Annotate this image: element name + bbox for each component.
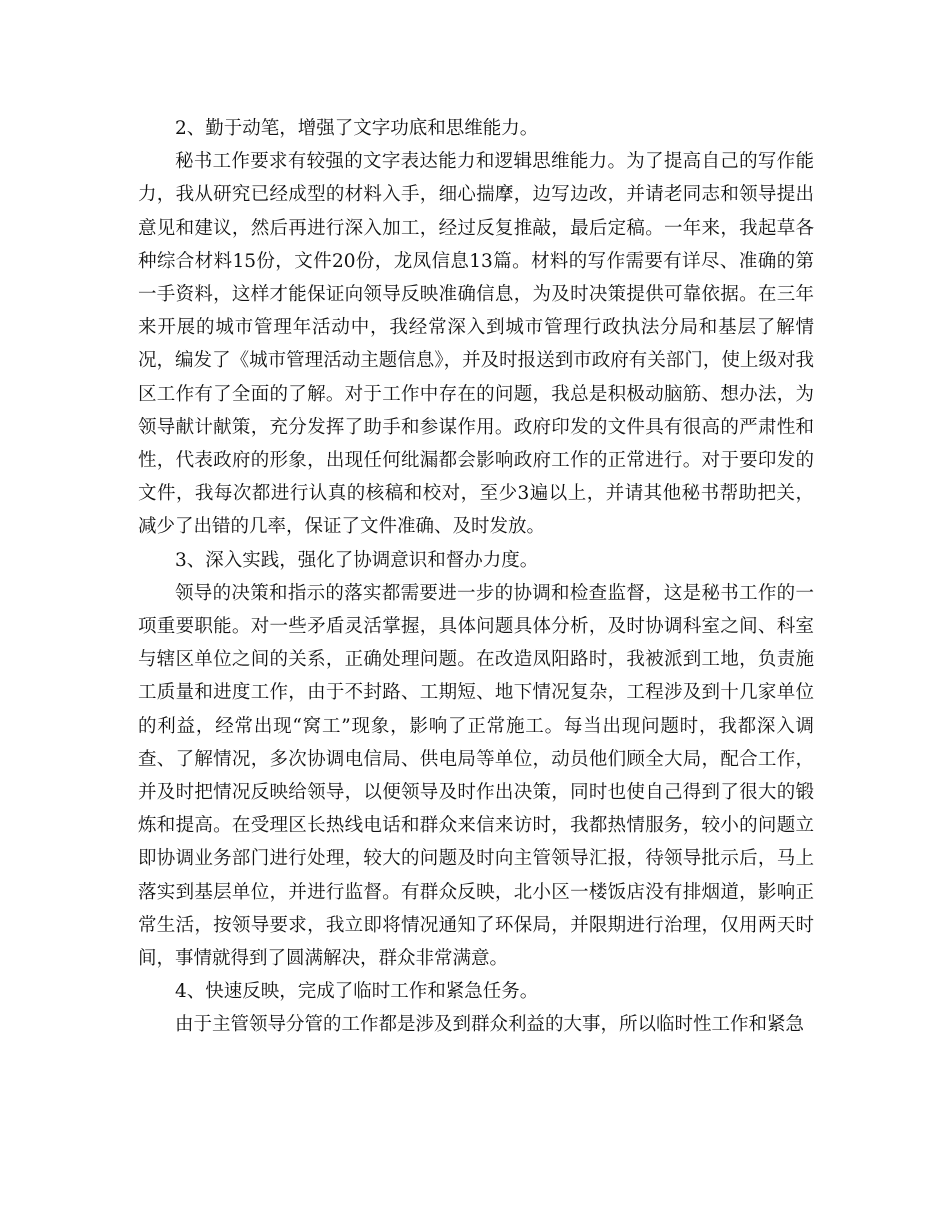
section-heading-3: 3、深入实践，强化了协调意识和督办力度。 <box>175 549 539 571</box>
section-heading-4: 4、快速反映，完成了临时工作和紧急任务。 <box>175 981 539 1003</box>
document-body <box>138 112 814 1042</box>
paragraph-coordination: 领导的决策和指示的落实都需要进一步的协调和检查监督，这是秘书工作的一项重要职能。对一些矛盾灵活掌握，具体问题具体分析，及时协调科室之间、科室与辖区单位之间的关系，正确处理问题。在改造凤阳路时，我被派到工地，负责施工质量和进度工作，由于不封路、工期短、地下情况复杂，工程涉及到十几家单位的利益，经常出现“窝工”现象，影响了正常施工。每当出现问题时，我都深入调查、了解情况，多次协调电信局、供电局等单位，动员他们顾全大局，配合工作，并及时把情况反映给领导，以便领导及时作出决策，同时也使自己得到了很大的锻炼和提高。在受理区长热线电话和群众来信来访时，我都热情服务，较小的问题立即协调业务部门进行处理，较大的问题及时向主管领导汇报，待领导批示后，马上落实到基层单位，并进行监督。有群众反映，北小区一楼饭店没有排烟道，影响正常生活，按领导要求，我立即将情况通知了环保局，并限期进行治理，仅用两天时间，事情就得到了圆满解决，群众非常满意。 <box>138 582 814 970</box>
paragraph-urgent-tasks: 由于主管领导分管的工作都是涉及到群众利益的大事，所以临时性工作和紧急 <box>175 1014 805 1036</box>
paragraph-writing-skills: 秘书工作要求有较强的文字表达能力和逻辑思维能力。为了提高自己的写作能力，我从研究已经成型的材料入手，细心揣摩，边写边改，并请老同志和领导提出意见和建议，然后再进行深入加工，经过反复推敲，最后定稿。一年来，我起草各种综合材料15份，文件20份，龙凤信息13篇。材料的写作需要有详尽、准确的第一手资料，这样才能保证向领导反映准确信息，为及时决策提供可靠依据。在三年来开展的城市管理年活动中，我经常深入到城市管理行政执法分局和基层了解情况，编发了《城市管理活动主题信息》，并及时报送到市政府有关部门，使上级对我区工作有了全面的了解。对于工作中存在的问题，我总是积极动脑筋、想办法，为领导献计献策，充分发挥了助手和参谋作用。政府印发的文件具有很高的严肃性和性，代表政府的形象，出现任何纰漏都会影响政府工作的正常进行。对于要印发的文件，我每次都进行认真的核稿和校对，至少3遍以上，并请其他秘书帮助把关，减少了出错的几率，保证了文件准确、及时发放。 <box>138 151 814 538</box>
section-heading-2: 2、勤于动笔，增强了文字功底和思维能力。 <box>175 118 539 139</box>
